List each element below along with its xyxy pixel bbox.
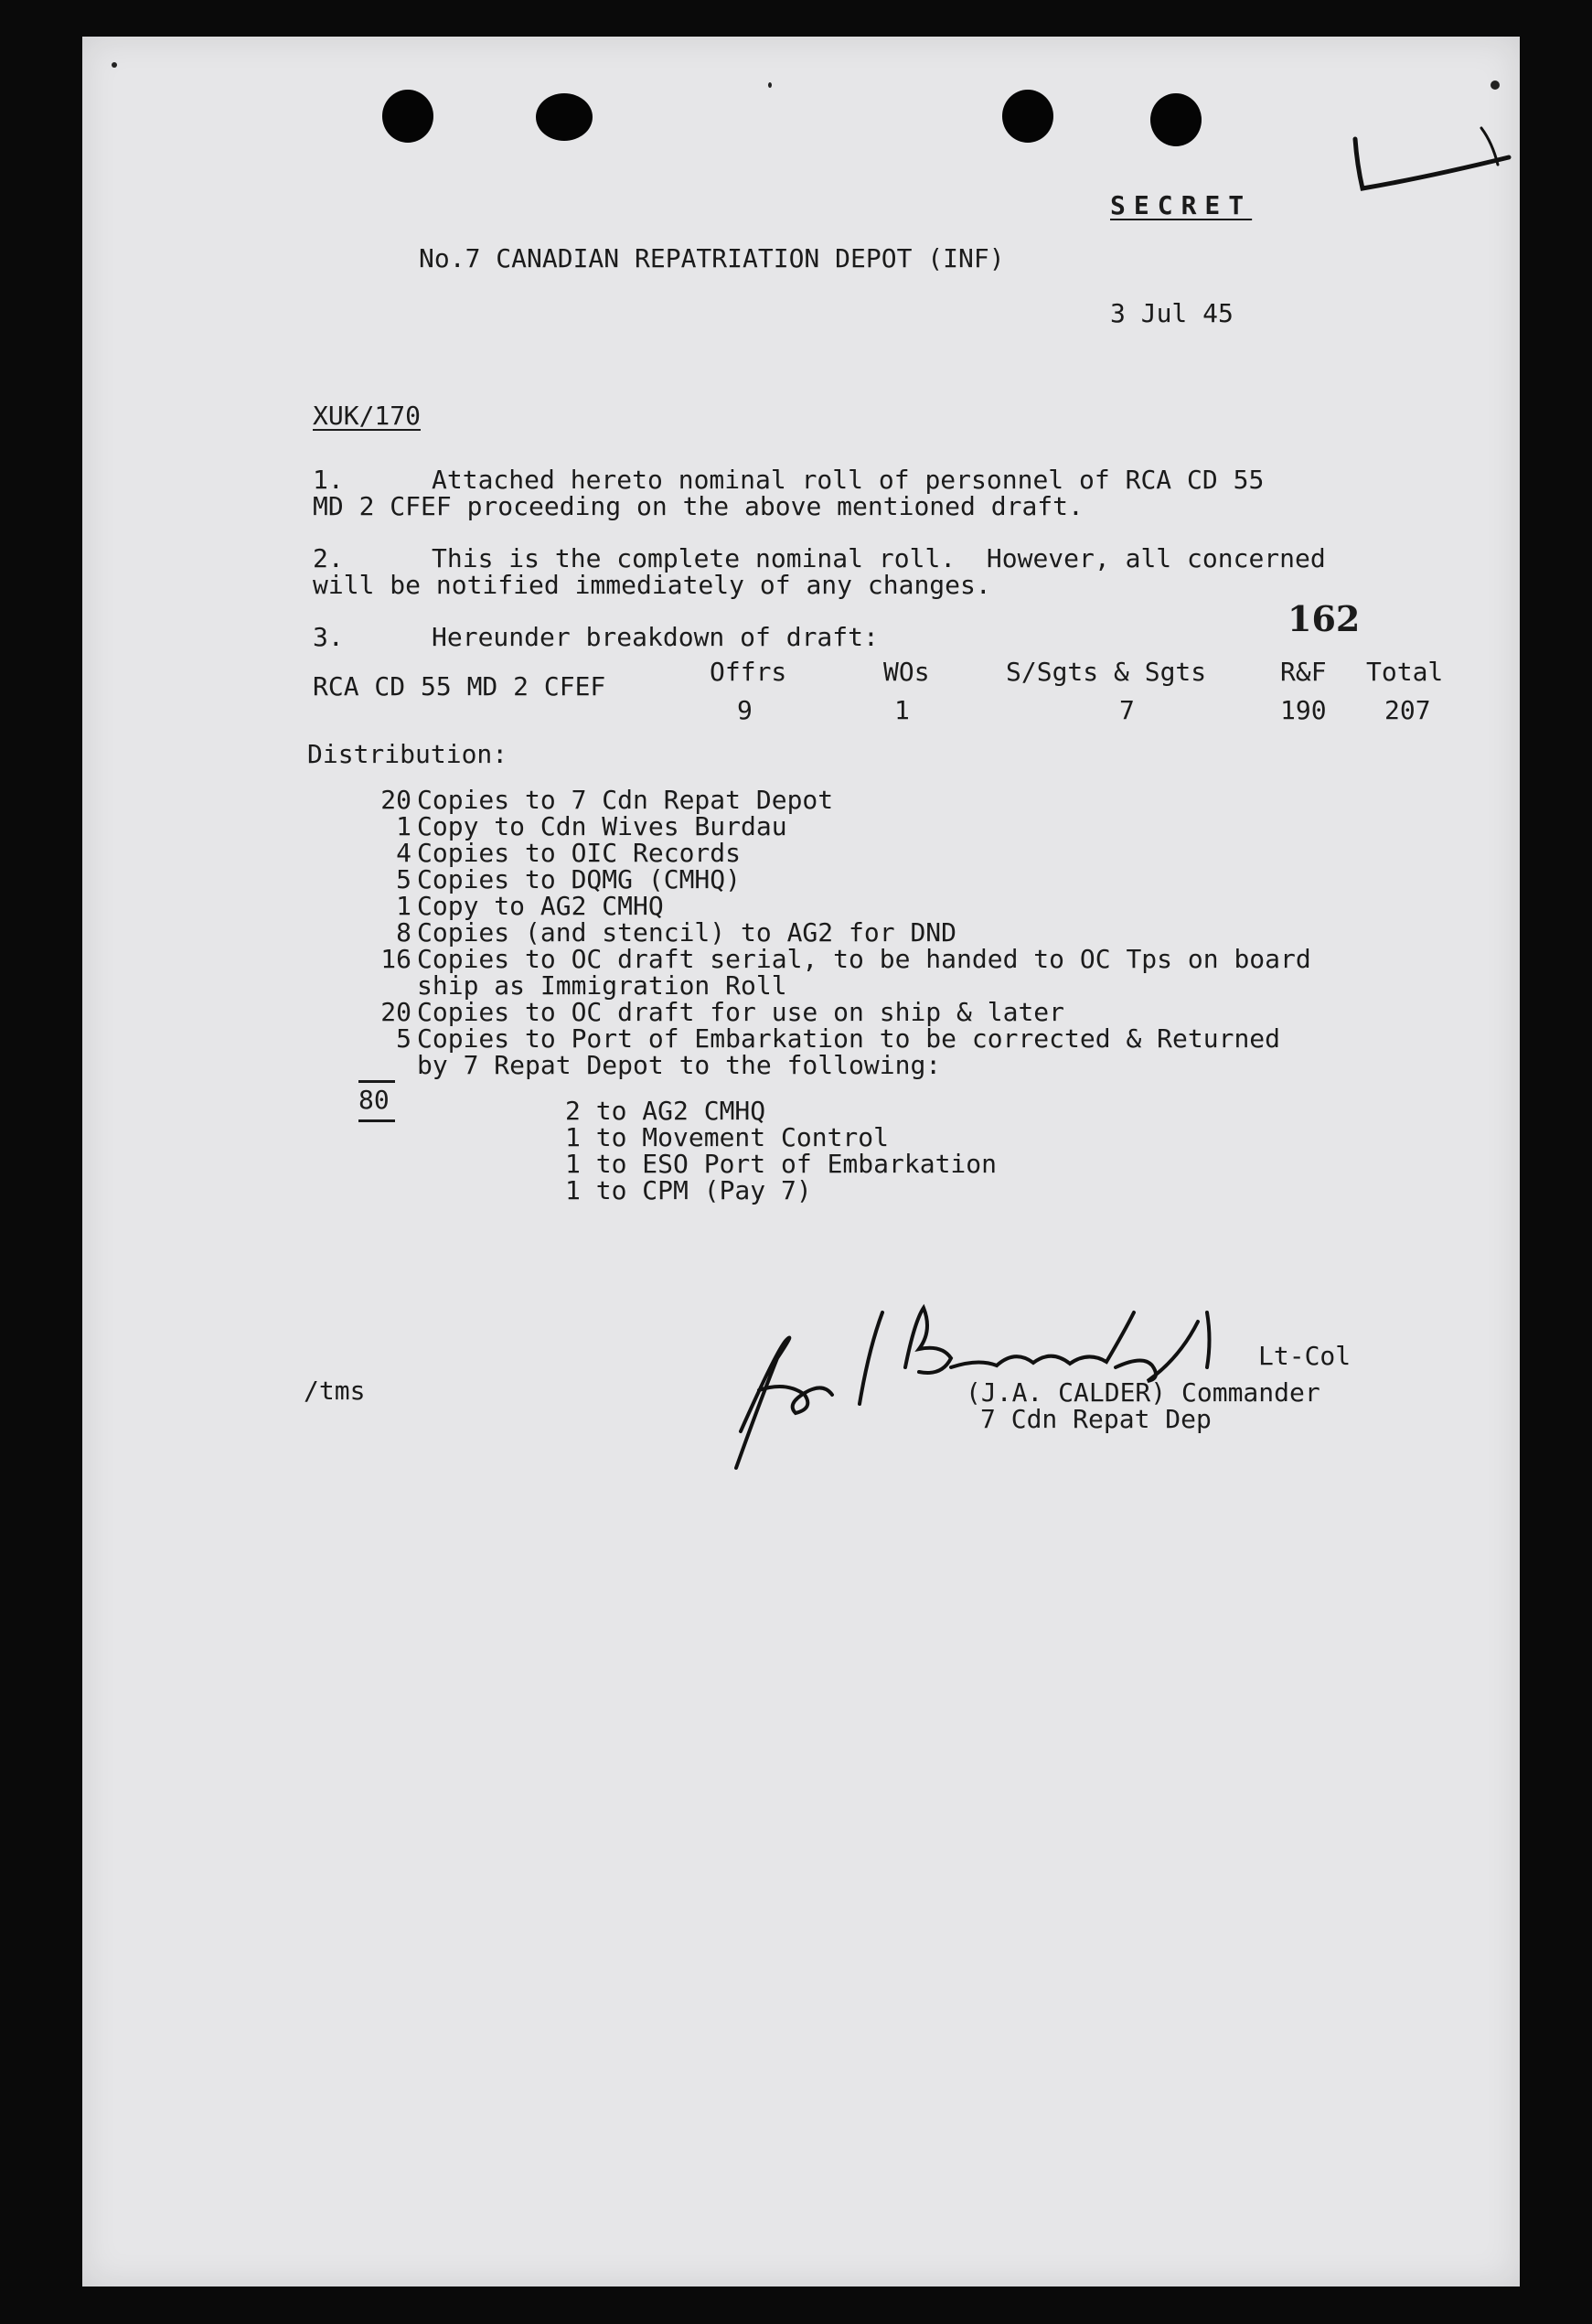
total-rule-bottom <box>358 1119 395 1122</box>
return-item: 2 to AG2 CMHQ <box>565 1096 766 1126</box>
para-text: MD 2 CFEF proceeding on the above mentioned draft. <box>313 491 1084 521</box>
unit-heading: No.7 CANADIAN REPATRIATION DEPOT (INF) <box>419 243 1005 273</box>
breakdown-header: R&F <box>1280 657 1327 687</box>
distribution-qty: 5 <box>396 1023 411 1054</box>
distribution-qty: 1 <box>396 811 411 841</box>
document-date: 3 Jul 45 <box>1110 298 1234 328</box>
distribution-item: by 7 Repat Depot to the following: <box>417 1050 942 1080</box>
para-text: Hereunder breakdown of draft: <box>432 622 879 652</box>
breakdown-value: 207 <box>1384 695 1431 725</box>
signature-rank: Lt-Col <box>1258 1341 1352 1371</box>
para-text: This is the complete nominal roll. However, all concerned <box>432 543 1326 573</box>
breakdown-header: WOs <box>883 657 930 687</box>
distribution-label: Distribution: <box>307 739 508 769</box>
document-page <box>82 37 1520 2287</box>
breakdown-value: 9 <box>737 695 753 725</box>
distribution-qty: 8 <box>396 917 411 948</box>
distribution-item: Copies to Port of Embarkation to be corrected & Returned <box>417 1023 1281 1054</box>
total-rule-top <box>358 1080 395 1083</box>
distribution-item: Copy to Cdn Wives Burdau <box>417 811 787 841</box>
para-text: will be notified immediately of any changes. <box>313 570 991 600</box>
breakdown-value: 190 <box>1280 695 1327 725</box>
punch-hole <box>536 93 593 141</box>
para-number: 3. <box>313 622 344 652</box>
distribution-qty: 1 <box>396 891 411 921</box>
punch-hole <box>382 90 433 143</box>
dust-speck <box>112 62 117 68</box>
breakdown-row-label: RCA CD 55 MD 2 CFEF <box>313 671 606 701</box>
dust-speck <box>1490 80 1500 90</box>
distribution-qty: 16 <box>380 944 411 974</box>
distribution-qty: 20 <box>380 997 411 1027</box>
reference-number: XUK/170 <box>313 401 422 431</box>
distribution-item: Copies (and stencil) to AG2 for DND <box>417 917 957 948</box>
check-mark-icon <box>1344 101 1518 201</box>
distribution-item: Copies to OC draft for use on ship & later <box>417 997 1065 1027</box>
distribution-item: Copies to OC draft serial, to be handed to OC Tps on board <box>417 944 1311 974</box>
signatory-unit: 7 Cdn Repat Dep <box>980 1404 1212 1434</box>
distribution-item: ship as Immigration Roll <box>417 970 787 1001</box>
breakdown-value: 1 <box>894 695 910 725</box>
classification-mark: SECRET <box>1110 190 1253 220</box>
distribution-qty: 20 <box>380 785 411 815</box>
distribution-qty: 4 <box>396 838 411 868</box>
return-item: 1 to ESO Port of Embarkation <box>565 1149 998 1179</box>
distribution-item: Copy to AG2 CMHQ <box>417 891 664 921</box>
typist-initials: /tms <box>304 1376 366 1406</box>
return-item: 1 to Movement Control <box>565 1122 890 1152</box>
breakdown-header: Total <box>1366 657 1444 687</box>
breakdown-value: 7 <box>1119 695 1135 725</box>
breakdown-header: Offrs <box>710 657 787 687</box>
para-number: 2. <box>313 543 344 573</box>
total-copies: 80 <box>358 1085 390 1115</box>
signatory-name: (J.A. CALDER) Commander <box>966 1377 1320 1408</box>
para-text: Attached hereto nominal roll of personnel of RCA CD 55 <box>432 465 1265 495</box>
distribution-item: Copies to 7 Cdn Repat Depot <box>417 785 834 815</box>
punch-hole <box>1002 90 1053 143</box>
dust-speck <box>768 82 772 88</box>
distribution-item: Copies to DQMG (CMHQ) <box>417 864 742 894</box>
para-number: 1. <box>313 465 344 495</box>
breakdown-header: S/Sgts & Sgts <box>1006 657 1207 687</box>
distribution-qty: 5 <box>396 864 411 894</box>
distribution-item: Copies to OIC Records <box>417 838 742 868</box>
punch-hole <box>1150 93 1202 146</box>
return-item: 1 to CPM (Pay 7) <box>565 1175 812 1205</box>
handwritten-number: 162 <box>1287 598 1361 639</box>
